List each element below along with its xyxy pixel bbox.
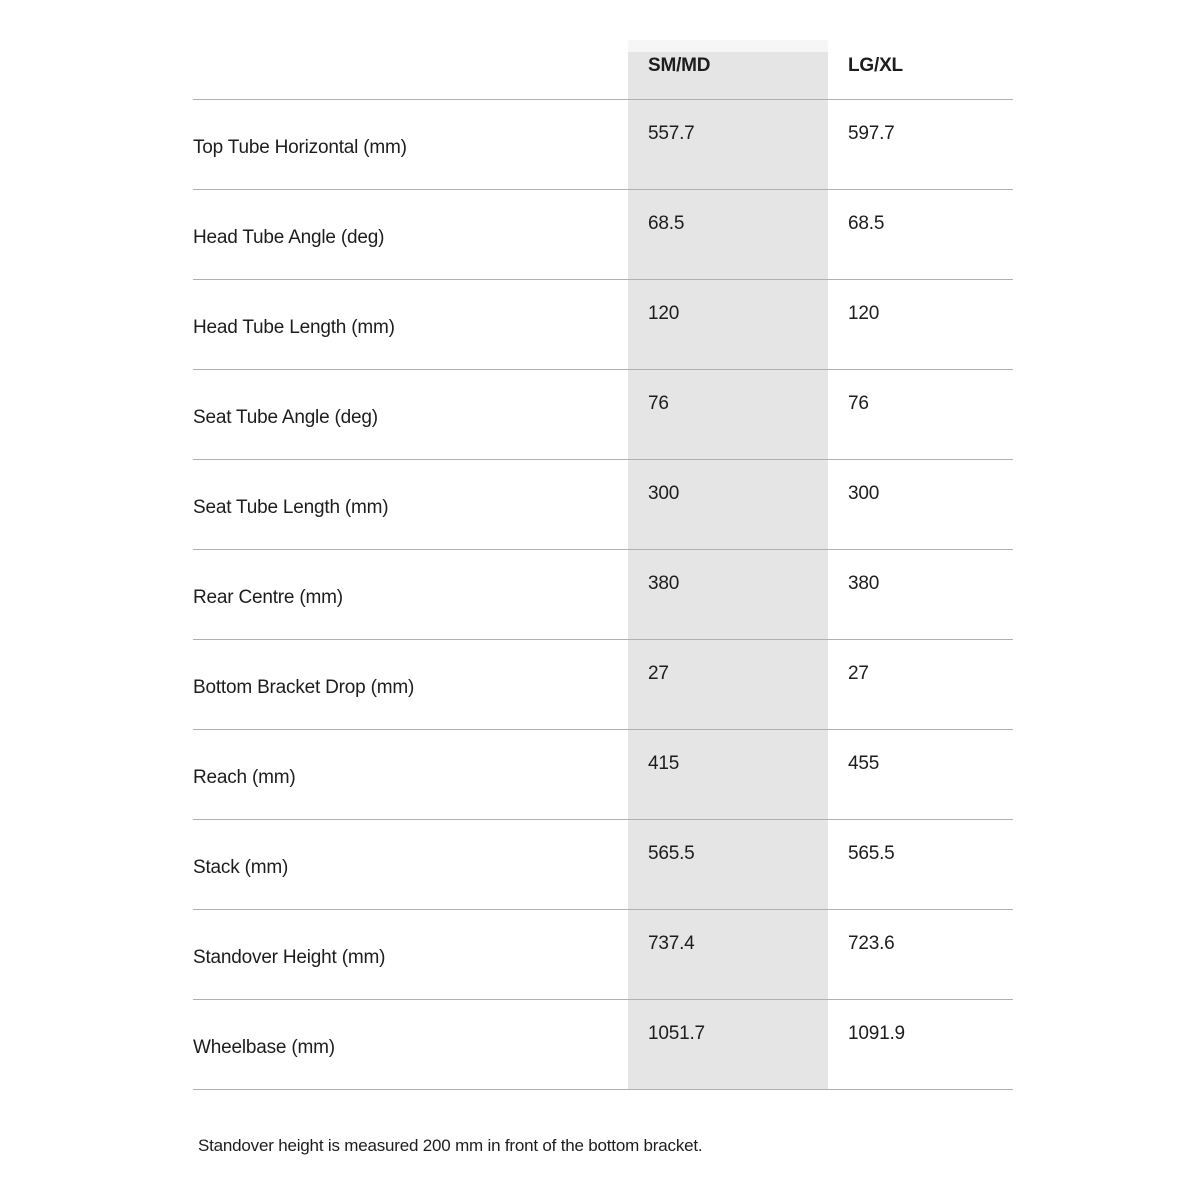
table-row bbox=[193, 460, 1013, 550]
table-row bbox=[193, 190, 1013, 280]
row-label: Seat Tube Angle (deg) bbox=[193, 407, 378, 429]
table-row bbox=[193, 550, 1013, 640]
row-label: Bottom Bracket Drop (mm) bbox=[193, 677, 415, 699]
row-value-sm-md: 68.5 bbox=[648, 213, 685, 235]
row-value-lg-xl: 68.5 bbox=[848, 213, 885, 235]
row-value-lg-xl: 380 bbox=[848, 573, 880, 595]
row-value-lg-xl: 455 bbox=[848, 753, 880, 775]
row-label: Wheelbase (mm) bbox=[193, 1037, 335, 1059]
row-value-sm-md: 415 bbox=[648, 753, 680, 775]
row-value-lg-xl: 1091.9 bbox=[848, 1023, 905, 1045]
row-label: Seat Tube Length (mm) bbox=[193, 497, 389, 519]
table-row bbox=[193, 730, 1013, 820]
table-row bbox=[193, 370, 1013, 460]
row-label: Reach (mm) bbox=[193, 767, 296, 789]
row-value-lg-xl: 27 bbox=[848, 663, 869, 685]
geometry-spec-table bbox=[193, 40, 1013, 1090]
row-label: Top Tube Horizontal (mm) bbox=[193, 137, 407, 159]
header-spacer-cell bbox=[193, 44, 628, 103]
row-label: Standover Height (mm) bbox=[193, 947, 386, 969]
table-row bbox=[193, 820, 1013, 910]
row-value-lg-xl: 597.7 bbox=[848, 123, 895, 145]
footnote: Standover height is measured 200 mm in front of the bottom bracket. bbox=[198, 1136, 703, 1155]
row-value-lg-xl: 120 bbox=[848, 303, 880, 325]
row-value-sm-md: 565.5 bbox=[648, 843, 695, 865]
table-row bbox=[193, 910, 1013, 1000]
row-label: Head Tube Angle (deg) bbox=[193, 227, 385, 249]
row-value-lg-xl: 565.5 bbox=[848, 843, 895, 865]
row-value-lg-xl: 300 bbox=[848, 483, 880, 505]
row-value-sm-md: 300 bbox=[648, 483, 680, 505]
row-label: Head Tube Length (mm) bbox=[193, 317, 395, 339]
table-row bbox=[193, 640, 1013, 730]
column-header-sm-md: SM/MD bbox=[648, 55, 711, 77]
table-row bbox=[193, 100, 1013, 190]
row-label: Rear Centre (mm) bbox=[193, 587, 343, 609]
row-value-sm-md: 557.7 bbox=[648, 123, 695, 145]
column-header-lg-xl: LG/XL bbox=[848, 55, 903, 77]
row-value-sm-md: 1051.7 bbox=[648, 1023, 705, 1045]
row-value-lg-xl: 76 bbox=[848, 393, 869, 415]
row-value-sm-md: 27 bbox=[648, 663, 669, 685]
table-row bbox=[193, 1000, 1013, 1090]
row-value-sm-md: 120 bbox=[648, 303, 680, 325]
row-label: Stack (mm) bbox=[193, 857, 289, 879]
row-value-lg-xl: 723.6 bbox=[848, 933, 895, 955]
row-value-sm-md: 737.4 bbox=[648, 933, 695, 955]
row-value-sm-md: 76 bbox=[648, 393, 669, 415]
row-value-sm-md: 380 bbox=[648, 573, 680, 595]
table-row bbox=[193, 280, 1013, 370]
